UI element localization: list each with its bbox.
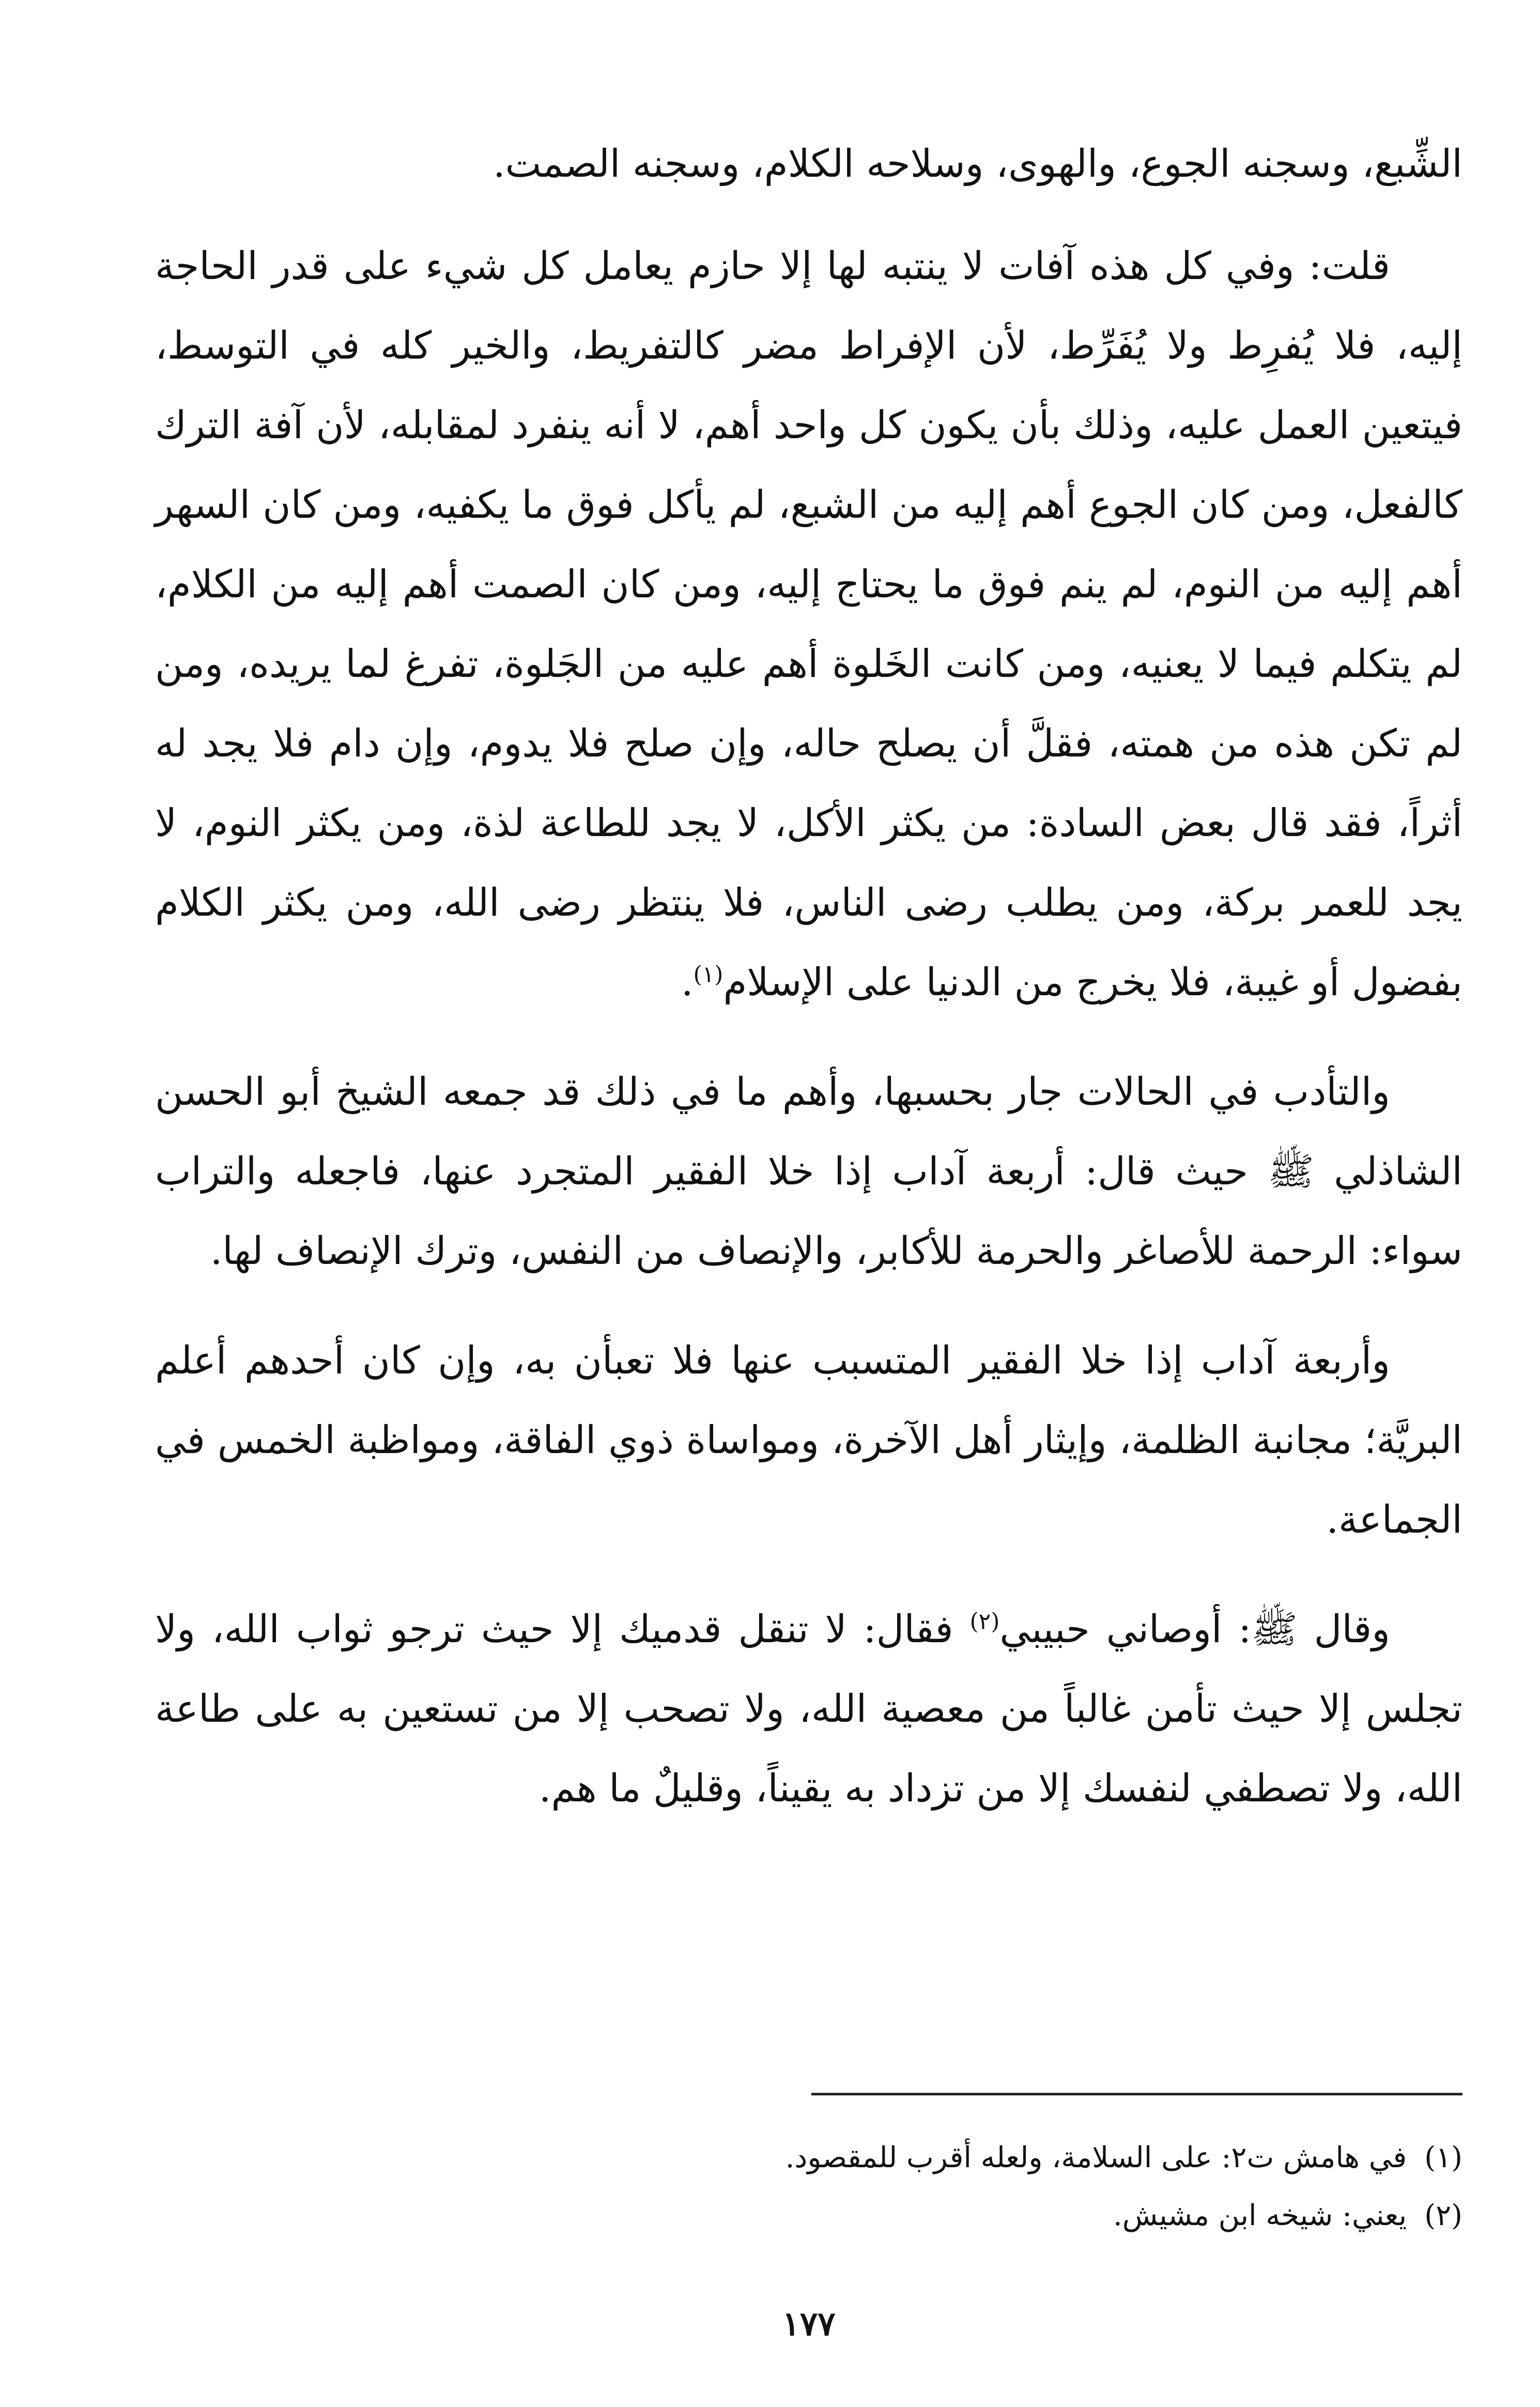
paragraph-1	[155, 124, 1462, 204]
footnote-2-text: يعني: شيخه ابن مشيش.	[1113, 2199, 1407, 2232]
footnote-2	[155, 2187, 1462, 2245]
footnote-ref-1[interactable]: (١)	[693, 961, 723, 988]
page-number: ١٧٧	[782, 2305, 836, 2343]
paragraph-2	[155, 226, 1462, 1022]
paragraph-4-text: وأربعة آداب إذا خلا الفقير المتسبب عنها فلا تعبأن به، وإن كان أحدهم أعلم البريَّة؛ مجانبة الظلمة، وإيثار أهل الآخرة، ومواساة ذوي الفاقة، ومواظبة الخمس في الجماعة.	[155, 1338, 1462, 1542]
paragraph-1-text: الشِّبع، وسجنه الجوع، والهوى، وسلاحه الكلام، وسجنه الصمت.	[493, 142, 1462, 186]
paragraph-3	[155, 1052, 1462, 1291]
paragraph-2-text: قلت: وفي كل هذه آفات لا ينتبه لها إلا حازم يعامل كل شيء على قدر الحاجة إليه، فلا يُفرِط ولا يُفَرِّط، لأن الإفراط مضر كالتفريط، والخير كله في التوسط، فيتعين العمل عليه، وذلك بأن يكون كل واحد أهم، لا أنه ينفرد لمقابله، لأن آفة الترك كالفعل، ومن كان الجوع أهم إليه من الشبع، لم يأكل فوق ما يكفيه، ومن كان السهر أهم إليه من النوم، لم ينم فوق ما يحتاج إليه، ومن كان الصمت أهم إليه من الكلام، لم يتكلم فيما لا يعنيه، ومن كانت الخَلوة أهم عليه من الجَلوة، تفرغ لما يريده، ومن لم تكن هذه من همته، فقلَّ أن يصلح حاله، وإن صلح فلا يدوم، وإن دام فلا يجد له أثراً، فقد قال بعض السادة: من يكثر الأكل، لا يجد للطاعة لذة، ومن يكثر النوم، لا يجد للعمر بركة، ومن يطلب رضى الناس، فلا ينتظر رضى الله، ومن يكثر الكلام بفضول أو غيبة، فلا يخرج من الدنيا على الإسلام	[155, 244, 1462, 1005]
paragraph-2-tail: .	[681, 960, 694, 1005]
footnote-1	[155, 2129, 1462, 2187]
paragraph-5	[155, 1590, 1462, 1828]
footnotes	[155, 2129, 1462, 2245]
paragraph-5-text: وقال ﷺ: أوصاني حبيبي	[999, 1607, 1390, 1652]
footnote-ref-2[interactable]: (٢)	[969, 1608, 1000, 1635]
footnote-1-text: في هامش ت٢: على السلامة، ولعله أقرب للمقصود.	[785, 2141, 1407, 2174]
footnote-2-number: (٢)	[1424, 2199, 1462, 2232]
page-body	[155, 124, 1462, 2407]
paragraph-3-text: والتأدب في الحالات جار بحسبها، وأهم ما في ذلك قد جمعه الشيخ أبو الحسن الشاذلي ﷺ حيث قال: أربعة آداب إذا خلا الفقير المتجرد عنها، فاجعله والتراب سواء: الرحمة للأصاغر والحرمة للأكابر، والإنصاف من النفس، وترك الإنصاف لها.	[155, 1070, 1462, 1273]
footnote-1-number: (١)	[1424, 2141, 1462, 2174]
footnote-divider	[811, 2093, 1462, 2095]
paragraph-4	[155, 1321, 1462, 1560]
paragraph-5-tail: فقال: لا تنقل قدميك إلا حيث ترجو ثواب الله، ولا تجلس إلا حيث تأمن غالباً من معصية الله، ولا تصحب إلا من تستعين به على طاعة الله، ولا تصطفي لنفسك إلا من تزداد به يقيناً، وقليلٌ ما هم.	[155, 1607, 1462, 1811]
